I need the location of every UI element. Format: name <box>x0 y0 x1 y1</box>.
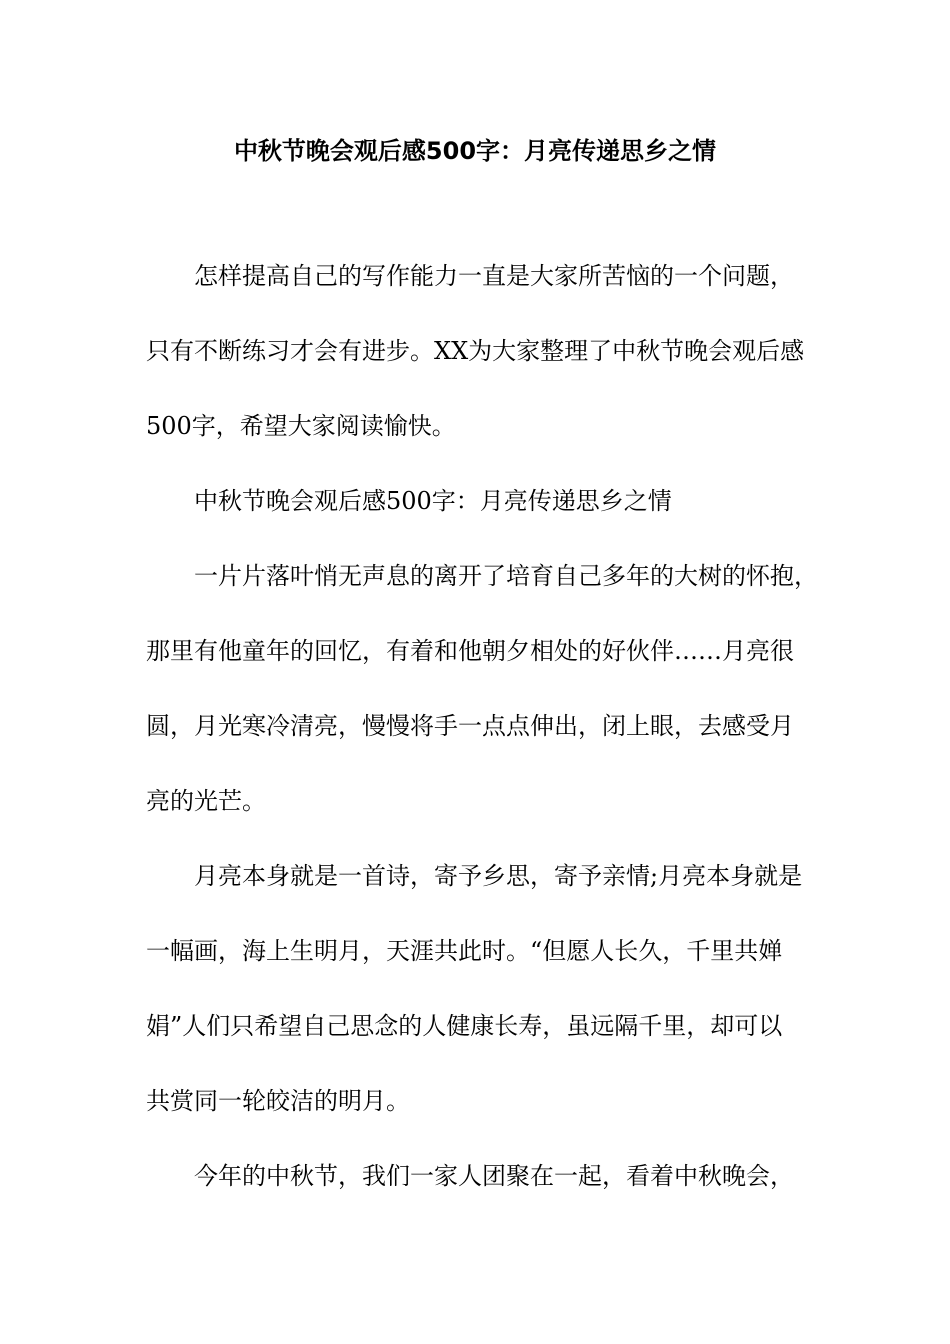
paragraph-line: 娟”人们只希望自己思念的人健康长寿，虽远隔千里，却可以 <box>146 1012 783 1040</box>
paragraph-line: 共赏同一轮皎洁的明月。 <box>146 1087 410 1115</box>
paragraph-line: 怎样提高自己的写作能力一直是大家所苦恼的一个问题， <box>194 262 794 290</box>
paragraph-line: 圆，月光寒冷清亮，慢慢将手一点点伸出，闭上眼，去感受月 <box>146 712 794 740</box>
paragraph-line: 只有不断练习才会有进步。XX为大家整理了中秋节晚会观后感 <box>146 337 805 365</box>
paragraph-line: 亮的光芒。 <box>146 787 266 815</box>
paragraph-line: 一片片落叶悄无声息的离开了培育自己多年的大树的怀抱， <box>194 562 818 590</box>
document-title: 中秋节晚会观后感500字：月亮传递思乡之情 <box>233 137 717 165</box>
paragraph-line: 月亮本身就是一首诗，寄予乡思，寄予亲情;月亮本身就是 <box>194 862 803 890</box>
paragraph-line: 今年的中秋节，我们一家人团聚在一起，看着中秋晚会， <box>194 1162 794 1190</box>
paragraph-line: 500字，希望大家阅读愉快。 <box>146 412 456 440</box>
paragraph-line: 那里有他童年的回忆，有着和他朝夕相处的好伙伴……月亮很 <box>146 637 794 665</box>
subtitle-line: 中秋节晚会观后感500字：月亮传递思乡之情 <box>194 487 672 515</box>
paragraph-line: 一幅画，海上生明月，天涯共此时。“但愿人长久，千里共婵 <box>146 937 783 965</box>
